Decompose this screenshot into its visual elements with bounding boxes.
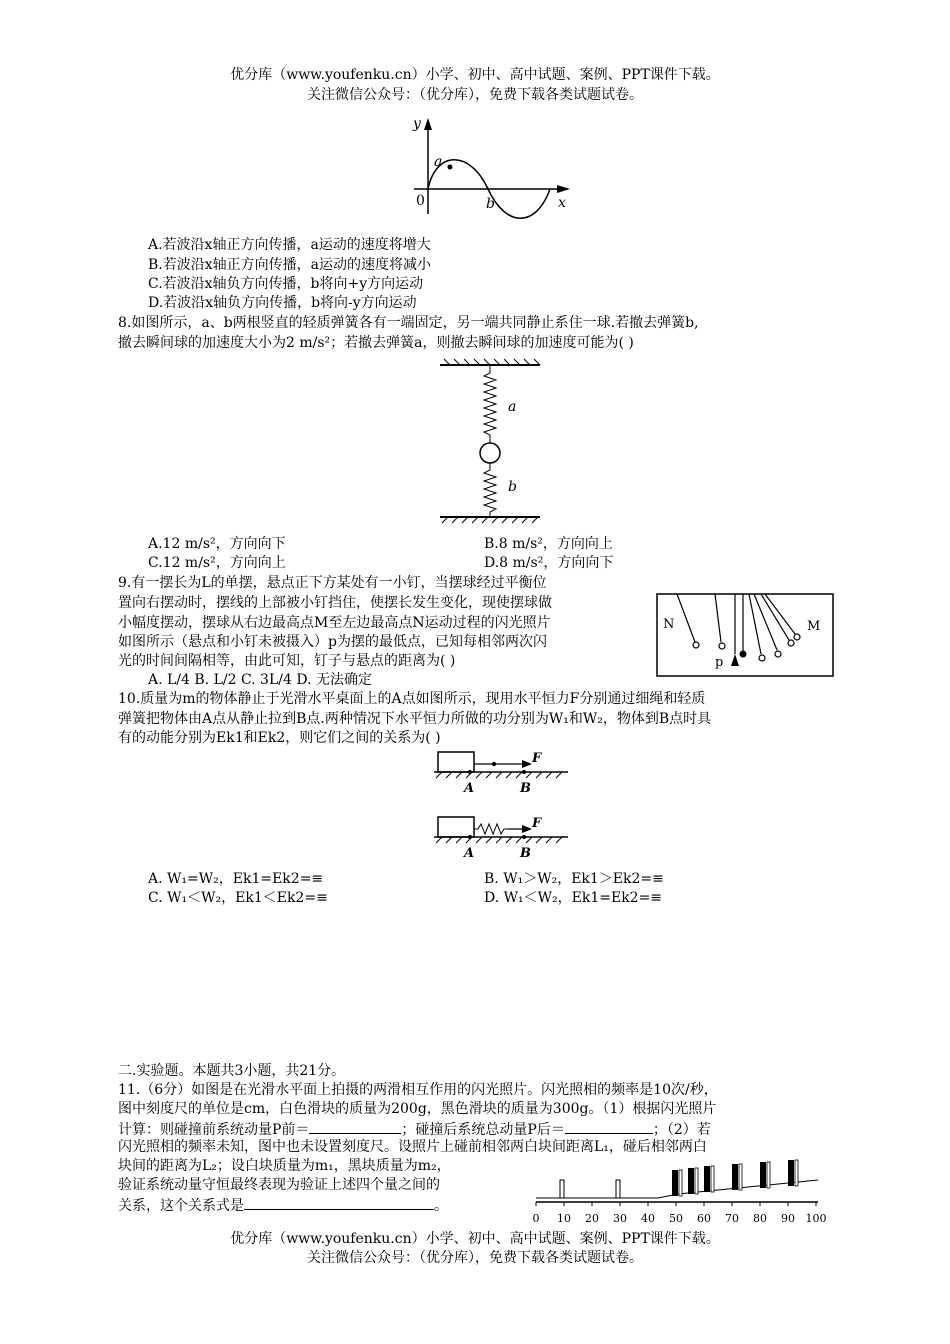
q7-option-c: C.若波沿x轴负方向传播，b将向+y方向运动	[148, 276, 424, 292]
label-f-2: F	[532, 816, 542, 831]
q11-line-7	[118, 1195, 448, 1215]
spring-figure	[430, 355, 550, 527]
q8-option-c: C.12 m/s²，方向向上	[148, 555, 286, 571]
white-block-1	[560, 1180, 564, 1198]
q9-stem-1: 9.有一摆长为L的单摆，悬点正下方某处有一小钉，当摆球经过平衡位	[118, 575, 547, 591]
header-line-1: 优分库（www.youfenku.cn）小学、初中、高中试题、案例、PPT课件下载。	[230, 67, 720, 83]
block-2	[438, 817, 474, 837]
q7-option-d: D.若波沿x轴负方向传播，b将向-y方向运动	[148, 295, 417, 311]
black-block-3	[704, 1166, 710, 1192]
q8-option-b: B.8 m/s²，方向向上	[484, 536, 613, 552]
white-block-3	[679, 1170, 682, 1196]
q10-option-d: D. W₁＜W₂，Ek1=Ek2=≡	[484, 890, 663, 906]
white-block-6	[739, 1164, 742, 1190]
q10-option-b: B. W₁＞W₂，Ek1＞Ek2=≡	[484, 871, 664, 887]
point-a	[448, 165, 453, 170]
q11-line-3b: ；碰撞后系统总动量P后＝	[401, 1122, 565, 1138]
white-block-8	[795, 1160, 798, 1186]
table-hatch-2	[436, 837, 562, 843]
q10-stem-1: 10.质量为m的物体静止于光滑水平桌面上的A点如图所示，现用水平恒力F分别通过细绳和轻质	[118, 691, 706, 707]
label-spring-b: b	[508, 479, 517, 495]
white-block-2	[616, 1180, 620, 1198]
white-block-5	[711, 1166, 714, 1192]
label-a-2: A	[464, 846, 475, 861]
point-a-2	[468, 835, 472, 839]
q10-stem-3: 有的动能分别为Ek1和Ek2，则它们之间的关系为( )	[118, 730, 441, 746]
block-spring-figure	[432, 813, 572, 863]
point-b-2	[522, 835, 526, 839]
label-spring-a: a	[508, 399, 517, 415]
bob-2	[719, 643, 725, 649]
q11-line-6: 验证系统动量守恒最终表现为验证上述四个量之间的	[118, 1177, 440, 1193]
q9-stem-3: 小幅度摆动，摆球从右边最高点M至左边最高点N运动过程的闪光照片	[118, 615, 551, 631]
ball	[480, 443, 500, 463]
label-a: a	[434, 154, 443, 170]
q11-line-7b: 。	[434, 1198, 448, 1214]
label-n: N	[663, 617, 675, 632]
ruler-label-70: 70	[725, 1212, 739, 1225]
q11-line-2: 图中刻度尺的单位是cm，白色滑块的质量为200g，黑色滑块的质量为300g。（1）根据闪光照片	[118, 1101, 717, 1117]
answer-blank-3[interactable]	[244, 1195, 434, 1210]
footer-line-1: 优分库（www.youfenku.cn）小学、初中、高中试题、案例、PPT课件下载。	[230, 1231, 720, 1247]
ruler-label-10: 10	[557, 1212, 571, 1225]
point-a-1	[468, 770, 472, 774]
bob-1	[693, 642, 699, 648]
q10-stem-2: 弹簧把物体由A点从静止拉到B点.两种情况下水平恒力所做的功分别为W₁和W₂，物体到B点时具	[118, 711, 712, 727]
ruler-label-90: 90	[781, 1212, 795, 1225]
origin-label: 0	[416, 193, 425, 209]
pendulum-figure	[655, 592, 835, 678]
label-f-1: F	[532, 751, 542, 766]
q11-line-7a: 关系，这个关系式是	[118, 1198, 244, 1214]
label-p: p	[715, 655, 724, 670]
wave-figure	[400, 112, 585, 220]
spring-b	[484, 463, 496, 517]
section-2-title: 二.实验题。本题共3小题，共21分。	[118, 1063, 346, 1079]
label-b: b	[486, 196, 495, 212]
q11-line-3	[118, 1119, 711, 1139]
white-block-7	[767, 1162, 770, 1188]
q9-stem-5: 光的时间间隔相等，由此可知，钉子与悬点的距离为( )	[118, 653, 456, 669]
q11-line-1: 11.（6分）如图是在光滑水平面上拍摄的两滑相互作用的闪光照片。闪光照相的频率是10次/秒，	[118, 1082, 718, 1098]
q11-line-5: 块间的距离为L₂；设白块质量为m₁，黑块质量为m₂，	[118, 1158, 451, 1174]
q9-stem-2: 置向右摆动时，摆线的上部被小钉挡住，使摆长发生变化，现使摆球做	[118, 595, 552, 611]
x-arrow-icon	[557, 185, 570, 193]
black-block-6	[788, 1160, 794, 1186]
ruler-label-80: 80	[753, 1212, 767, 1225]
spring	[474, 824, 508, 834]
force-arrow-icon-2	[522, 825, 532, 833]
bob-7	[788, 640, 794, 646]
black-block-4	[732, 1164, 738, 1190]
label-b-2: B	[520, 846, 531, 861]
ruler-label-40: 40	[641, 1212, 655, 1225]
ruler-label-50: 50	[669, 1212, 683, 1225]
y-label: y	[413, 116, 421, 132]
black-block-5	[760, 1162, 766, 1188]
bob-6	[775, 651, 781, 657]
ruler-label-100: 100	[805, 1212, 827, 1225]
ruler-label-0: 0	[532, 1212, 540, 1225]
q11-line-3a: 计算：则碰撞前系统动量P前＝	[118, 1122, 310, 1138]
q9-stem-4: 如图所示（悬点和小钉未被摄入）p为摆的最低点，已知每相邻两次闪	[118, 634, 547, 650]
q10-option-c: C. W₁＜W₂，Ek1＜Ek2=≡	[148, 890, 328, 906]
white-block-4	[695, 1168, 698, 1194]
black-block-1	[672, 1170, 678, 1196]
spring-a	[484, 365, 496, 443]
q8-stem-1: 8.如图所示，a、b两根竖直的轻质弹簧各有一端固定，另一端共同静止系住一球.若撤去弹簧b,	[118, 315, 699, 331]
force-arrow-icon-1	[522, 760, 532, 768]
y-arrow-icon	[424, 118, 432, 130]
q7-option-a: A.若波沿x轴正方向传播，a运动的速度将增大	[148, 237, 431, 253]
q8-option-a: A.12 m/s²，方向向下	[148, 536, 286, 552]
ruler-label-20: 20	[585, 1212, 599, 1225]
q11-line-4: 闪光照相的频率未知，图中也未设置刻度尺。设照片上碰前相邻两白块间距离L₁，碰后相邻两白	[118, 1139, 707, 1155]
black-block-2	[688, 1168, 694, 1194]
label-a-1: A	[464, 781, 475, 796]
q11-line-3c: ；（2）若	[652, 1122, 711, 1138]
rope-dot	[492, 762, 496, 766]
ruler-label-60: 60	[697, 1212, 711, 1225]
q9-options: A. L/4 B. L/2 C. 3L/4 D. 无法确定	[148, 672, 372, 688]
q8-option-d: D.8 m/s²，方向向下	[484, 555, 614, 571]
q10-option-a: A. W₁=W₂，Ek1=Ek2=≡	[148, 871, 324, 887]
table-hatch-1	[436, 772, 562, 778]
q7-option-b: B.若波沿x轴正方向传播，a运动的速度将减小	[148, 257, 431, 273]
answer-blank-2[interactable]	[565, 1119, 653, 1134]
label-m: M	[807, 619, 821, 634]
block-rope-figure	[432, 748, 572, 798]
answer-blank-1[interactable]	[309, 1119, 401, 1134]
header-line-2: 关注微信公众号：（优分库），免费下载各类试题试卷。	[307, 87, 643, 103]
bob-4	[740, 651, 747, 658]
block-1	[438, 752, 474, 772]
bob-8	[794, 634, 800, 640]
bob-5	[759, 655, 765, 661]
photo-frame	[657, 594, 833, 676]
label-b-1: B	[520, 781, 531, 796]
collision-photo-figure	[528, 1158, 828, 1228]
footer-line-2: 关注微信公众号：（优分库），免费下载各类试题试卷。	[307, 1250, 643, 1266]
q8-stem-2: 撤去瞬间球的加速度大小为2 m/s²；若撤去弹簧a，则撤去瞬间球的加速度可能为( )	[118, 335, 634, 351]
x-label: x	[558, 195, 566, 211]
point-b-1	[522, 770, 526, 774]
ruler-label-30: 30	[613, 1212, 627, 1225]
